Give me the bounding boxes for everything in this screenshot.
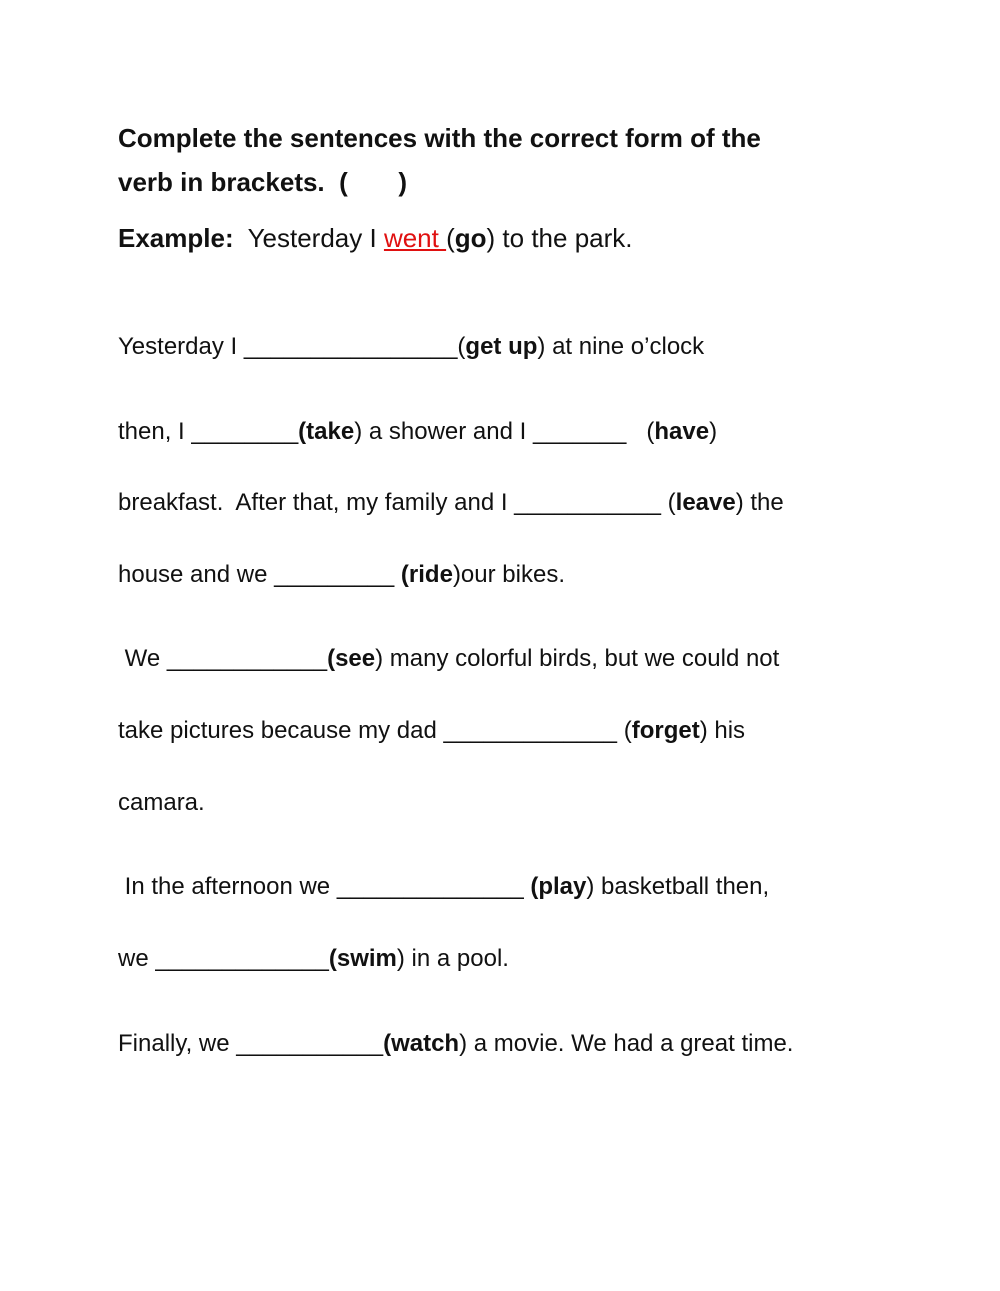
line-2-verb-take: (take xyxy=(298,418,355,445)
line-1-text-b: ) at nine o’clock xyxy=(537,333,705,360)
line-4-text-b: )our bikes. xyxy=(452,561,565,588)
line-9-text-b: ) in a pool. xyxy=(396,945,509,972)
sentence-line-4 xyxy=(118,560,565,590)
line-3-verb-leave: leave xyxy=(675,489,736,516)
line-8-text-a: In the afternoon we ______________ xyxy=(118,873,531,900)
line-2-text-c: ) xyxy=(709,418,718,445)
line-2-text-a: then, I ________ xyxy=(118,418,299,445)
line-6-verb-forget: forget xyxy=(631,717,700,744)
example-sentence xyxy=(118,223,633,253)
instruction-line-2: verb in brackets. ( ) xyxy=(118,167,407,197)
line-5-text-b: ) many colorful birds, but we could not xyxy=(375,645,780,672)
line-6-text-a: take pictures because my dad _____________ ( xyxy=(118,717,632,744)
line-2-text-b: ) a shower and I _______ ( xyxy=(354,418,655,445)
line-3-text-b: ) the xyxy=(735,489,784,516)
line-2-verb-have: have xyxy=(654,418,710,445)
line-1-verb-get-up: get up xyxy=(465,333,538,360)
sentence-line-7 xyxy=(118,788,205,818)
line-7-text-a: camara. xyxy=(118,789,205,816)
example-answer: went xyxy=(383,223,447,253)
line-4-verb-ride: (ride xyxy=(400,561,453,588)
line-8-text-b: ) basketball then, xyxy=(586,873,770,900)
line-1-text-a: Yesterday I ________________( xyxy=(118,333,466,360)
sentence-line-9 xyxy=(118,944,509,974)
line-10-text-b: ) a movie. We had a great time. xyxy=(459,1030,794,1057)
sentence-line-3 xyxy=(118,488,784,518)
line-9-verb-swim: (swim xyxy=(328,945,397,972)
line-3-text-a: breakfast. After that, my family and I ___________ ( xyxy=(118,489,676,516)
example-open-bracket: ( xyxy=(446,223,455,253)
line-9-text-a: we _____________ xyxy=(118,945,329,972)
line-8-verb-play: (play xyxy=(530,873,587,900)
example-text-after: ) to the park. xyxy=(486,223,633,253)
sentence-line-10 xyxy=(118,1029,793,1059)
sentence-line-8 xyxy=(118,872,769,902)
line-10-verb-watch: (watch xyxy=(383,1030,460,1057)
instruction-line-1: Complete the sentences with the correct form of the xyxy=(118,123,761,153)
sentence-line-5 xyxy=(118,644,779,674)
example-label: Example: xyxy=(118,223,234,253)
line-4-text-a: house and we _________ xyxy=(118,561,401,588)
example-verb: go xyxy=(454,223,487,253)
sentence-line-2 xyxy=(118,417,717,447)
example-text-before: Yesterday I xyxy=(233,223,384,253)
line-6-text-b: ) his xyxy=(699,717,746,744)
line-5-text-a: We ____________ xyxy=(118,645,328,672)
line-5-verb-see: (see xyxy=(327,645,376,672)
sentence-line-1 xyxy=(118,332,704,362)
line-10-text-a: Finally, we ___________ xyxy=(118,1030,384,1057)
sentence-line-6 xyxy=(118,716,745,746)
